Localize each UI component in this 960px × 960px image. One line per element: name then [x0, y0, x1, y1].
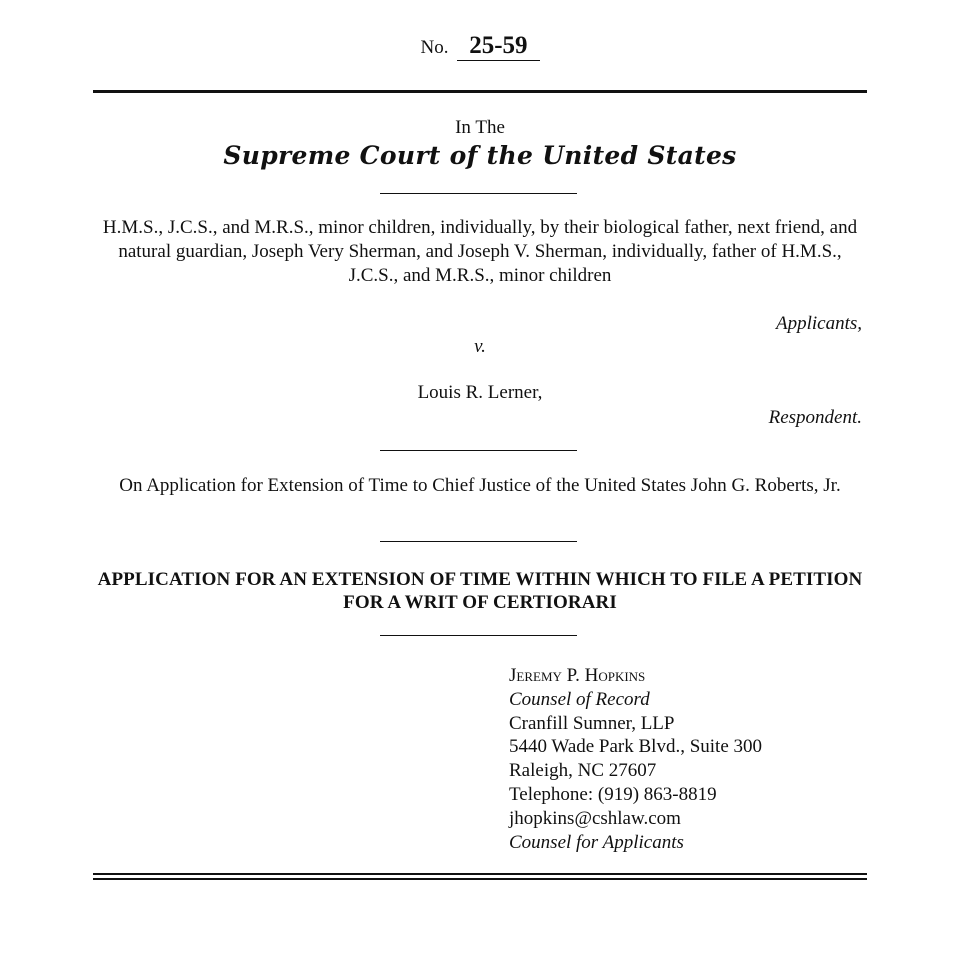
counsel-address-line1: 5440 Wade Park Blvd., Suite 300 — [509, 736, 763, 758]
respondent-name: Louis R. Lerner, — [417, 382, 543, 403]
divider-2 — [380, 450, 577, 451]
docket-number — [0, 34, 960, 61]
counsel-email[interactable]: jhopkins@cshlaw.com — [509, 807, 681, 829]
on-application-text: On Application for Extension of Time to Chief Justice of the United States John G. Roberts, Jr. — [119, 475, 841, 496]
counsel-firm: Cranfill Sumner, LLP — [509, 712, 675, 734]
divider-1 — [380, 193, 577, 194]
applicants-description: H.M.S., J.C.S., and M.R.S., minor children, individually, by their biological father, next friend, and natural guardian, Joseph Very Sherman, and Joseph V. Sherman, individually, father of H.M.S., J.C.S., and M.R.S., minor children — [102, 217, 858, 286]
counsel-role: Counsel of Record — [509, 688, 650, 710]
counsel-for: Counsel for Applicants — [509, 831, 684, 853]
versus-label: v. — [474, 336, 486, 357]
respondent-label: Respondent. — [768, 407, 862, 428]
counsel-telephone: Telephone: (919) 863-8819 — [509, 783, 717, 805]
divider-3 — [380, 541, 577, 542]
document-title: APPLICATION FOR AN EXTENSION OF TIME WITHIN WHICH TO FILE A PETITION FOR A WRIT OF CERTIORARI — [97, 569, 863, 613]
counsel-address-line2: Raleigh, NC 27607 — [509, 760, 657, 782]
counsel-name: Jeremy P. Hopkins — [509, 665, 646, 686]
bottom-rule-upper — [93, 873, 867, 875]
applicants-label: Applicants, — [775, 313, 862, 334]
bottom-rule-lower — [93, 878, 867, 880]
counsel-block — [509, 664, 762, 854]
top-rule — [93, 90, 867, 93]
docket-value: 25-59 — [457, 34, 539, 61]
court-name: Supreme Court of the United States — [223, 141, 737, 170]
court-intro: In The — [455, 117, 505, 138]
divider-4 — [380, 635, 577, 636]
docket-label: No. — [420, 37, 449, 58]
